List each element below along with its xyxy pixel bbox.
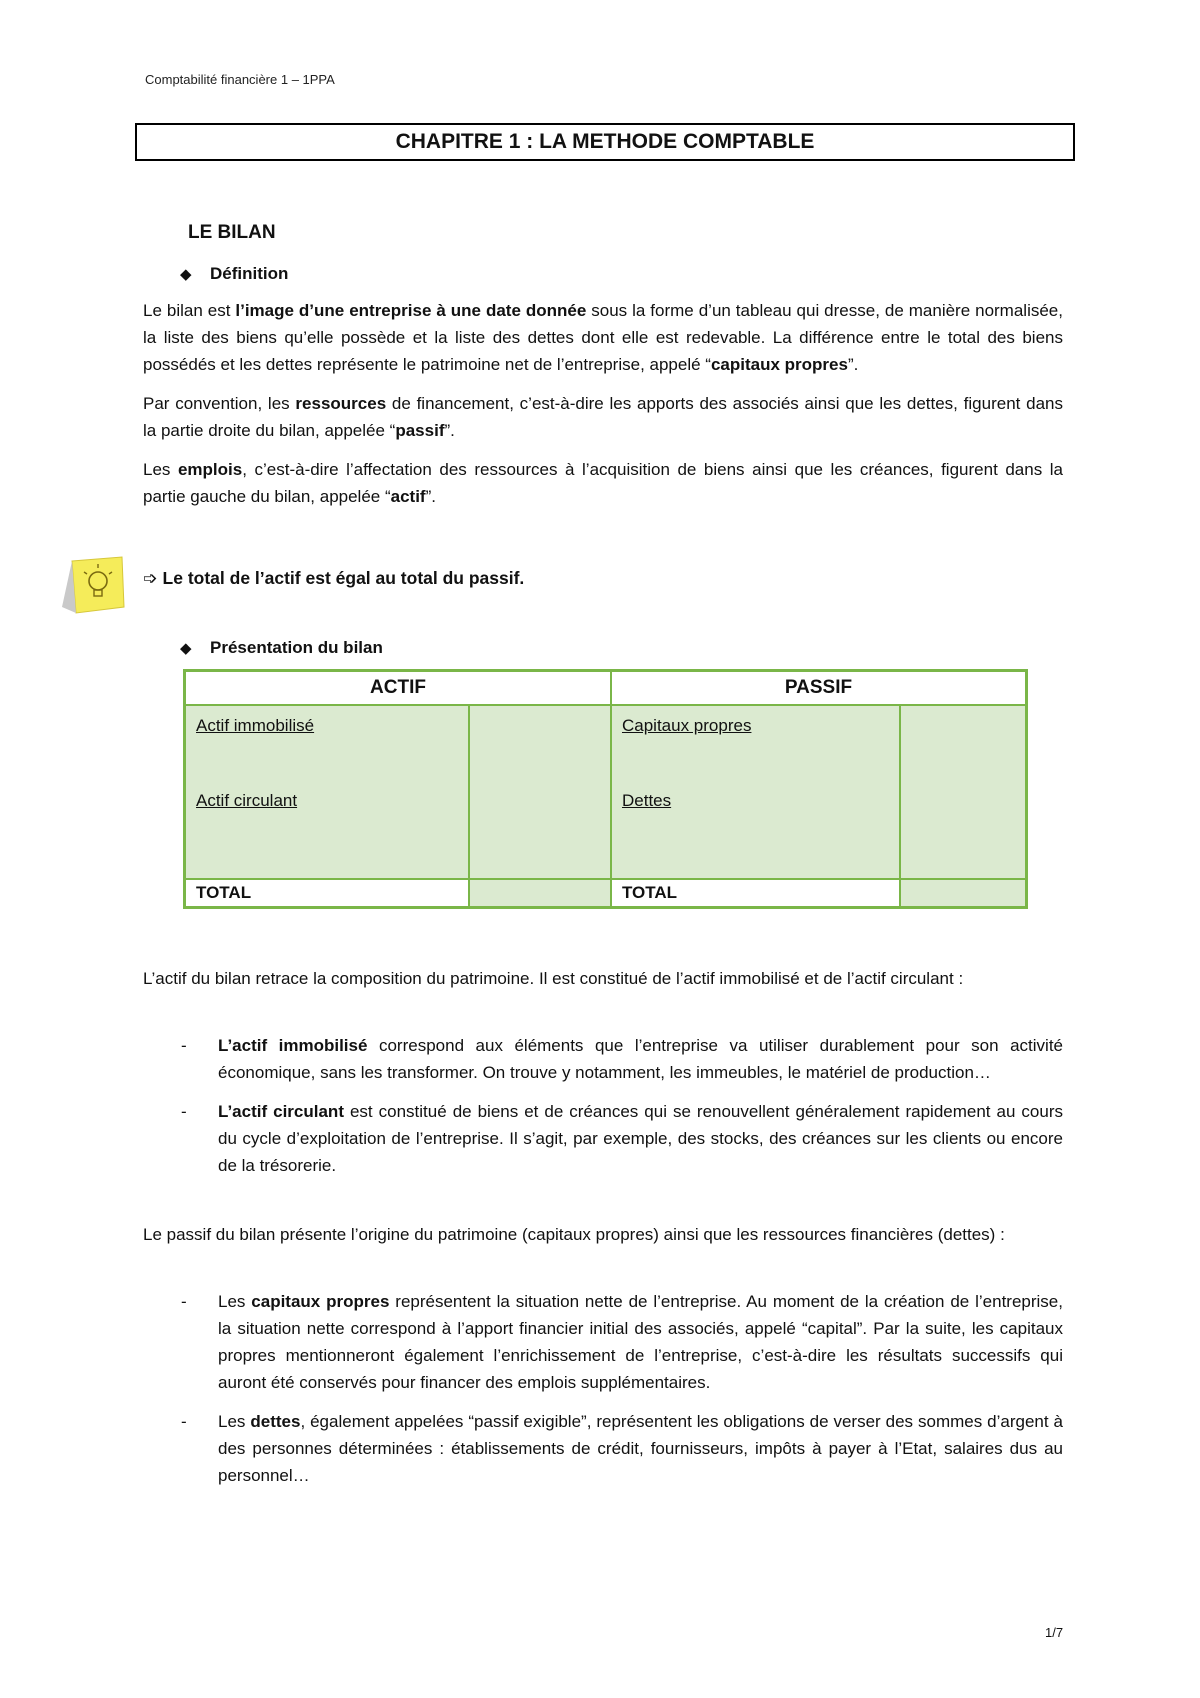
list-item: - Les dettes, également appelées “passif exigible”, représentent les obligations de verser des sommes d’argent à des personnes déterminées : établissements de crédit, fournisseurs, impôts à payer à l’Etat, salaires dus au personnel… — [181, 1412, 1063, 1485]
capitaux-propres-label: Capitaux propres — [621, 716, 752, 735]
definition-paragraph-3: Les emplois, c’est-à-dire l’affectation des ressources à l’acquisition de biens ainsi que les créances, figurent dans la partie gauche du bilan, appelée “actif”. — [143, 460, 1063, 506]
list-item: - L’actif immobilisé correspond aux éléments que l’entreprise va utiliser durablement pour son activité économique, sans les transformer. On trouve y notamment, les immeubles, le matériel de production… — [181, 1036, 1063, 1082]
definition-paragraph-2: Par convention, les ressources de financement, c’est-à-dire les apports des associés ainsi que les dettes, figurent dans la partie droite du bilan, appelée “passif”. — [143, 394, 1063, 440]
definition-heading: ◆ Définition — [180, 264, 289, 283]
total-actif-label: TOTAL — [185, 879, 469, 908]
balance-sheet-table — [183, 669, 1028, 909]
dettes-label: Dettes — [621, 791, 672, 810]
diamond-bullet-icon: ◆ — [180, 640, 192, 657]
page-header: Comptabilité financière 1 – 1PPA — [145, 72, 335, 87]
total-actif-value — [469, 879, 611, 908]
arrow-right-icon: ➩ — [143, 568, 158, 588]
passif-list — [143, 1288, 1063, 1489]
passif-header: PASSIF — [611, 671, 1027, 706]
presentation-heading: ◆ Présentation du bilan — [180, 638, 383, 657]
actif-immobilise-label: Actif immobilisé — [196, 716, 315, 735]
diamond-bullet-icon: ◆ — [180, 266, 192, 283]
definition-text — [143, 297, 1063, 510]
section-title: LE BILAN — [188, 222, 276, 243]
passif-items-cell — [611, 705, 900, 879]
passif-amount-cell — [900, 705, 1027, 879]
total-passif-label: TOTAL — [611, 879, 900, 908]
actif-amount-cell — [469, 705, 611, 879]
list-item: - Les capitaux propres représentent la situation nette de l’entreprise. Au moment de la création de l’entreprise, la situation nette correspond à l’apport financier initial des associés, appelé “capital”. Par la suite, les capitaux propres mentionneront également l’enrichissement de l’entreprise, c’est-à-dire les résultats successifs qui auront été conservés pour financer des emplois supplémentaires. — [181, 1292, 1063, 1392]
actif-header: ACTIF — [185, 671, 611, 706]
total-passif-value — [900, 879, 1027, 908]
actif-circulant-label: Actif circulant — [196, 791, 298, 810]
passif-intro: Le passif du bilan présente l’origine du patrimoine (capitaux propres) ainsi que les ressources financières (dettes) : — [143, 1225, 1005, 1244]
actif-items-cell — [185, 705, 469, 879]
actif-intro: L’actif du bilan retrace la composition du patrimoine. Il est constitué de l’actif immobilisé et de l’actif circulant : — [143, 969, 964, 988]
chapter-title: CHAPITRE 1 : LA METHODE COMPTABLE — [135, 123, 1075, 161]
definition-paragraph-1: Le bilan est l’image d’une entreprise à une date donnée sous la forme d’un tableau qui dresse, de manière normalisée, la liste des biens qu’elle possède et la liste des dettes dont elle est redevable. La différence entre le total des biens possédés et les dettes représente le patrimoine net de l’entreprise, appelé “capitaux propres”. — [143, 301, 1063, 374]
actif-list — [143, 1032, 1063, 1179]
key-point: ➩ Le total de l’actif est égal au total du passif. — [143, 568, 525, 588]
list-item: - L’actif circulant est constitué de biens et de créances qui se renouvellent généralement rapidement au cours du cycle d’exploitation de l’entreprise. Il s’agit, par exemple, des stocks, des créances sur les clients ou encore de la trésorerie. — [181, 1102, 1063, 1175]
sticky-note-lightbulb-icon — [60, 555, 126, 615]
page-number: 1/7 — [1045, 1625, 1064, 1640]
